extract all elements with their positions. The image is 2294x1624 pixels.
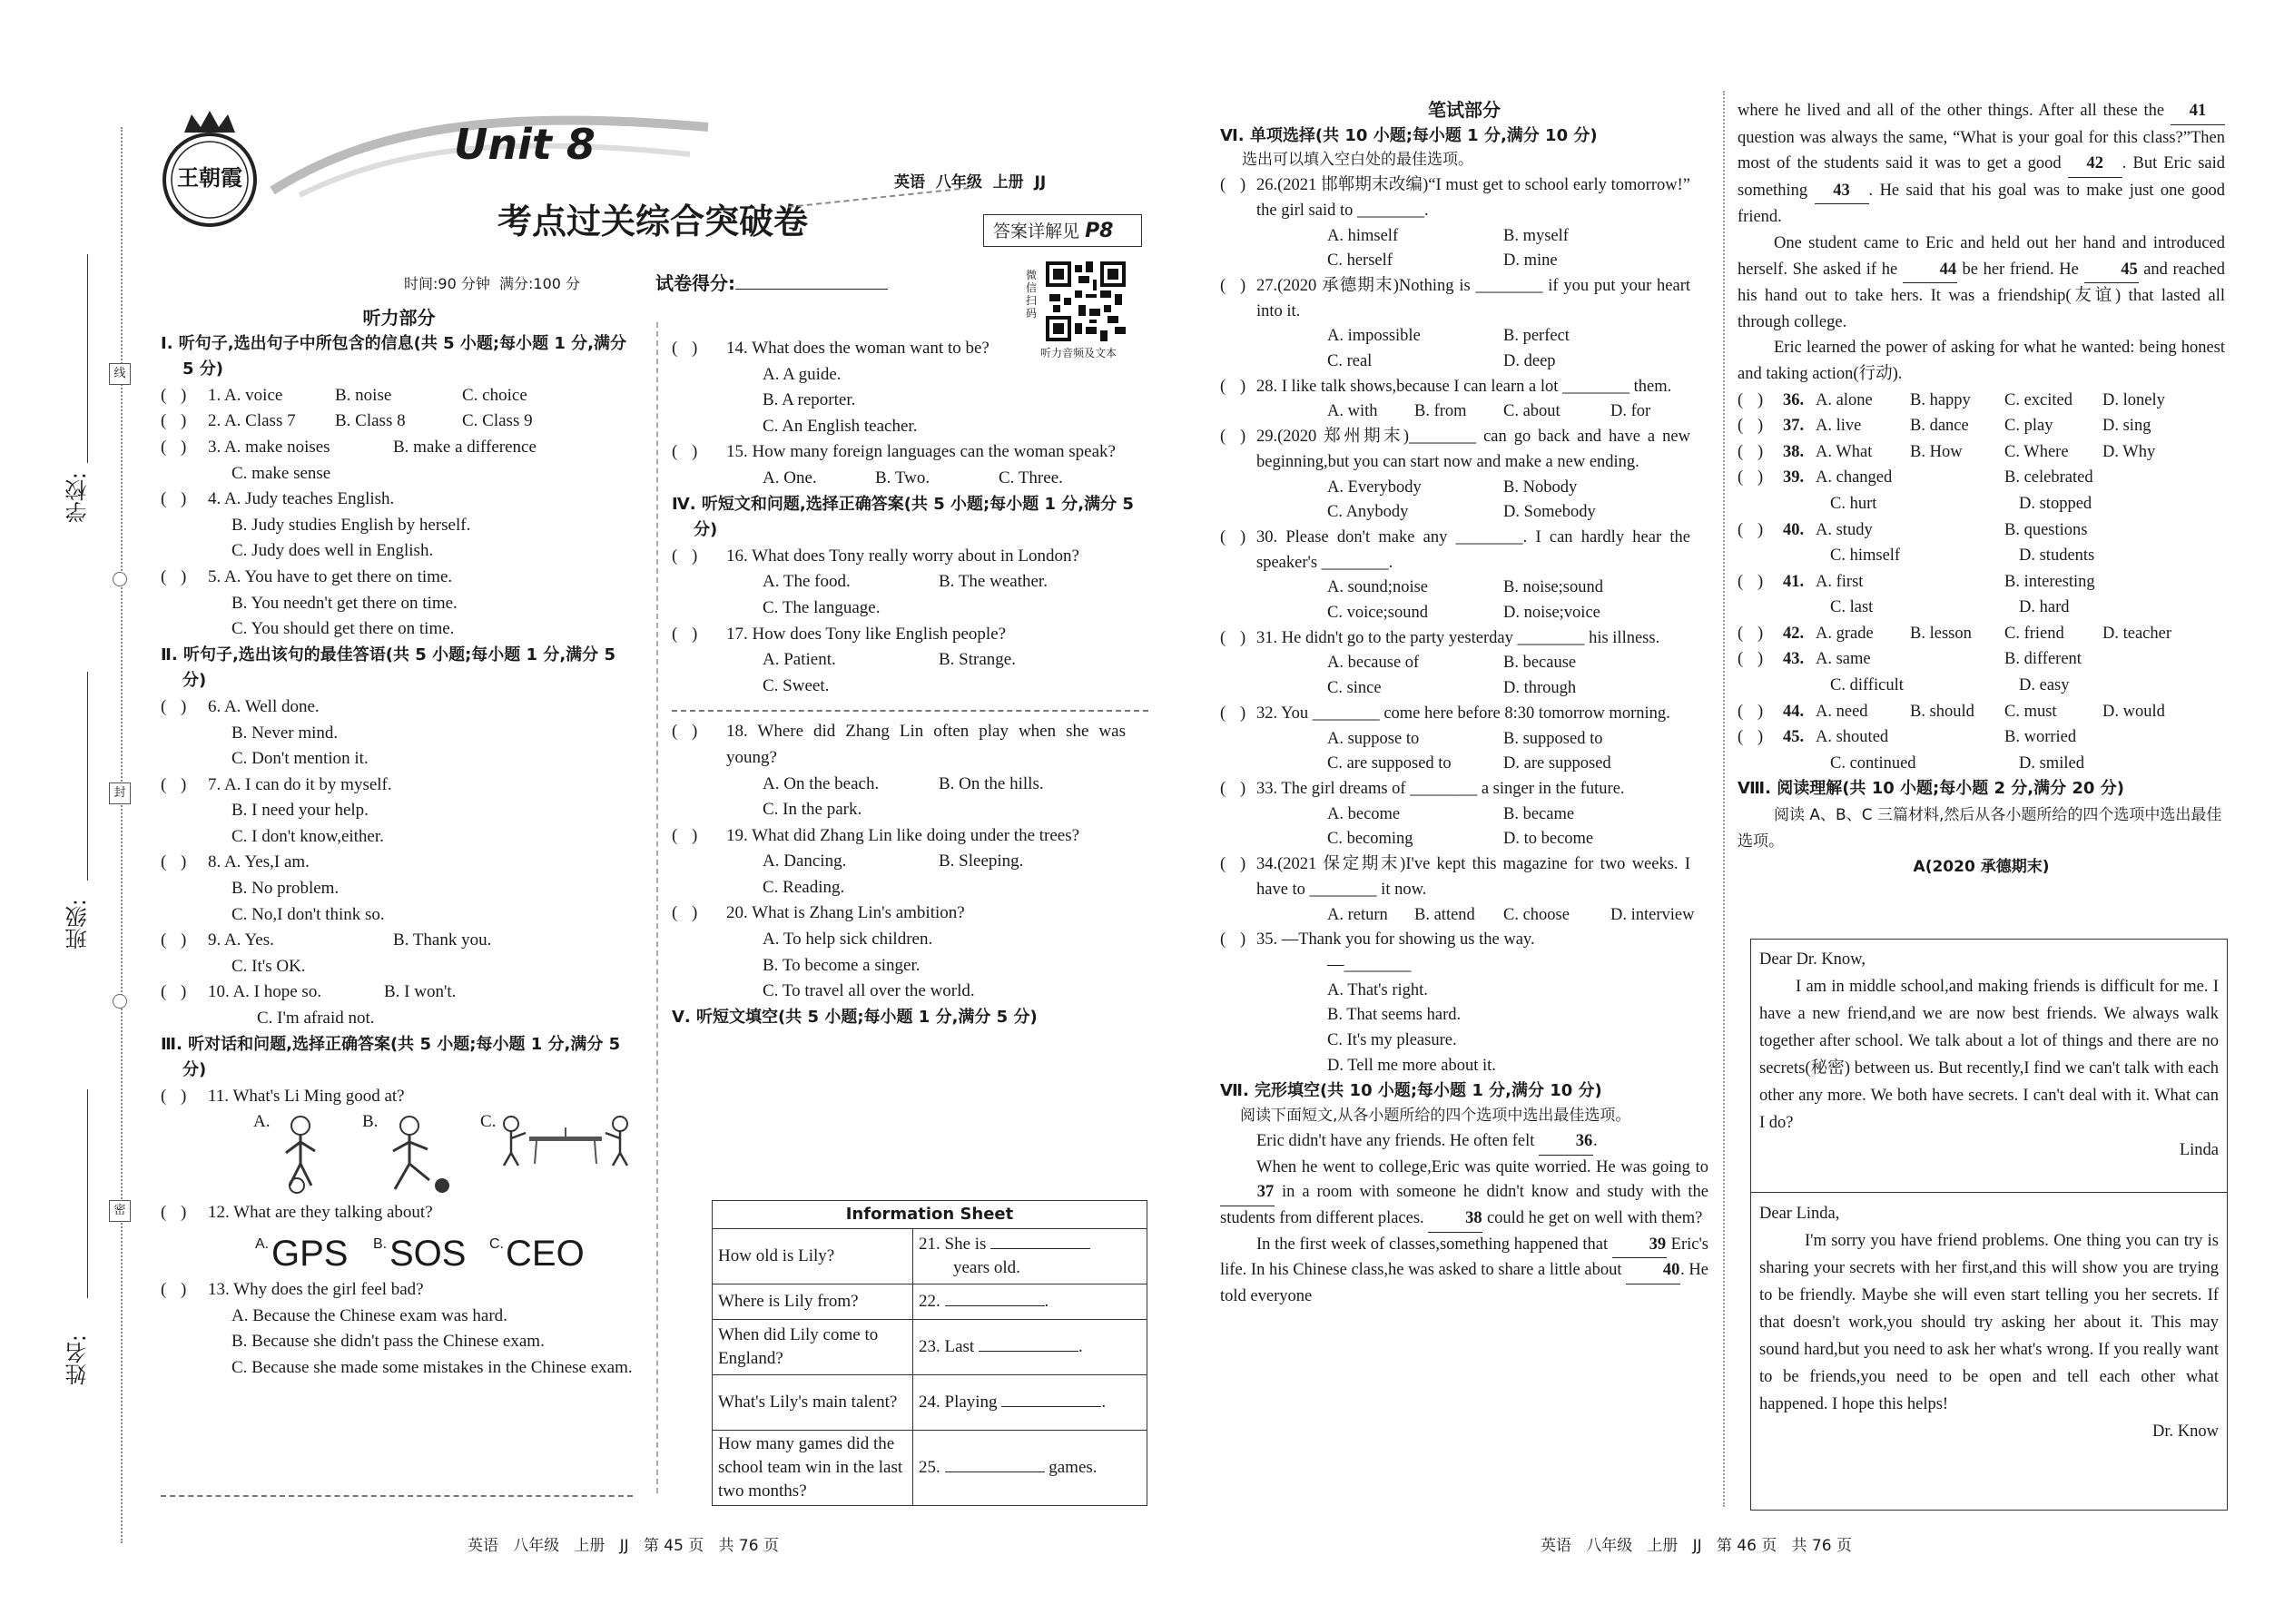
question-19-options: A. Dancing. B. Sleeping. bbox=[763, 851, 1024, 871]
question-6[interactable]: ( ) 6. A. Well done. bbox=[161, 696, 320, 716]
letter-2-signature: Dr. Know bbox=[2152, 1422, 2219, 1441]
question-7[interactable]: ( ) 7. A. I can do it by myself. bbox=[161, 774, 392, 794]
question-20-option-c: C. To travel all over the world. bbox=[763, 981, 975, 1001]
footer-left: 英语 八年级 上册 JJ 第 45 页 共 76 页 bbox=[468, 1537, 779, 1555]
question-9-option-c: C. It's OK. bbox=[231, 956, 306, 976]
question-15[interactable]: ( ) 15. How many foreign languages can the woman speak? bbox=[672, 442, 1116, 462]
question-35-blank: —________ bbox=[1327, 955, 1412, 974]
table-row: How old is Lily? 21. She is years old. bbox=[713, 1229, 1147, 1284]
question-35[interactable]: ( ) 35. —Thank you for showing us the way. bbox=[1220, 930, 1535, 950]
question-3[interactable]: ( ) 3. A. make noises B. make a difference bbox=[161, 437, 537, 457]
answer-25[interactable]: 25. games. bbox=[913, 1431, 1147, 1506]
question-18-option-c: C. In the park. bbox=[763, 800, 862, 820]
section-7-heading: Ⅶ. 完形填空(共 10 小题;每小题 1 分,满分 10 分) bbox=[1220, 1081, 1602, 1101]
qr-code-icon[interactable] bbox=[1046, 261, 1126, 341]
score-field[interactable] bbox=[735, 289, 888, 290]
table-row: How many games did the school team win in the last two months? 25. games. bbox=[713, 1431, 1147, 1506]
column-4 bbox=[1738, 98, 2225, 881]
question-35-option-b: B. That seems hard. bbox=[1327, 1006, 1462, 1025]
binding-line bbox=[121, 127, 123, 1543]
question-8-option-c: C. No,I don't think so. bbox=[231, 904, 385, 924]
question-13-option-a: A. Because the Chinese exam was hard. bbox=[231, 1305, 507, 1325]
class-field[interactable] bbox=[87, 672, 88, 881]
question-35-option-d: D. Tell me more about it. bbox=[1327, 1056, 1496, 1075]
question-6-option-b: B. Never mind. bbox=[231, 723, 339, 743]
question-33-options-2: C. becoming D. to become bbox=[1327, 830, 1594, 849]
table-row: Where is Lily from? 22. . bbox=[713, 1284, 1147, 1320]
question-9[interactable]: ( ) 9. A. Yes. B. Thank you. bbox=[161, 930, 492, 950]
question-44[interactable]: ( ) 44. A. need B. should C. must D. would bbox=[1738, 702, 2165, 721]
question-11-pictures: A. B. C. bbox=[161, 1109, 637, 1200]
letter-1-greeting: Dear Dr. Know, bbox=[1759, 950, 1866, 969]
listening-divider bbox=[672, 699, 1148, 712]
question-26-options: A. himself B. myself bbox=[1327, 226, 1569, 245]
answer-ref-label: 答案详解见 bbox=[993, 221, 1080, 241]
name-field[interactable] bbox=[87, 1089, 88, 1298]
question-36[interactable]: ( ) 36. A. alone B. happy C. excited D. lonely bbox=[1738, 390, 2165, 409]
ring-icon bbox=[113, 994, 127, 1009]
section-3-heading: Ⅲ. 听对话和问题,选择正确答案(共 5 小题;每小题 1 分,满分 5 分) bbox=[161, 1034, 621, 1080]
table-row: When did Lily come to England? 23. Last . bbox=[713, 1320, 1147, 1375]
question-42[interactable]: ( ) 42. A. grade B. lesson C. friend D. teacher bbox=[1738, 624, 2172, 643]
question-39[interactable]: ( ) 39. A. changed B. celebrated bbox=[1738, 468, 2093, 487]
question-2[interactable]: ( ) 2. A. Class 7 B. Class 8 C. Class 9 bbox=[161, 411, 533, 431]
qr-scan-label: 微信扫码 bbox=[1026, 269, 1038, 320]
information-sheet-table bbox=[712, 1200, 1147, 1506]
question-17-options: A. Patient. B. Strange. bbox=[763, 650, 1016, 670]
unit-title: Unit 8 bbox=[454, 120, 596, 169]
question-4[interactable]: ( ) 4. A. Judy teaches English. bbox=[161, 489, 395, 509]
question-1[interactable]: ( ) 1. A. voice B. noise C. choice bbox=[161, 385, 527, 405]
letter-from-dr-know bbox=[1759, 1200, 2219, 1445]
question-29-options: A. Everybody B. Nobody bbox=[1327, 477, 1578, 497]
question-33[interactable]: ( ) 33. The girl dreams of ________ a singer in the future. bbox=[1220, 779, 1625, 798]
page-divider bbox=[1723, 91, 1725, 1507]
page-title: 考点过关综合突破卷 bbox=[497, 201, 809, 241]
question-30[interactable]: ( ) 30. Please don't make any ________. I can hardly hear the speaker's ________. bbox=[1220, 527, 1690, 572]
answer-23[interactable]: 23. Last . bbox=[913, 1320, 1147, 1375]
question-5-option-c: C. You should get there on time. bbox=[231, 619, 455, 639]
question-32-options-2: C. are supposed to D. are supposed bbox=[1327, 754, 1611, 773]
listening-title: 听力部分 bbox=[362, 307, 436, 329]
question-5-option-b: B. You needn't get there on time. bbox=[231, 593, 458, 613]
question-34-options: A. return B. attend C. choose D. interview bbox=[1327, 905, 1695, 924]
section-1-heading: Ⅰ. 听句子,选出句子中所包含的信息(共 5 小题;每小题 1 分,满分 5 分) bbox=[161, 333, 627, 379]
question-35-option-a: A. That's right. bbox=[1327, 980, 1428, 999]
question-31-options: A. because of B. because bbox=[1327, 654, 1577, 673]
question-14[interactable]: ( ) 14. What does the woman want to be? bbox=[672, 339, 989, 358]
subject-tag: 英语 八年级 上册 JJ bbox=[894, 173, 1047, 192]
question-3-option-c: C. make sense bbox=[231, 463, 331, 483]
section-5-heading: Ⅴ. 听短文填空(共 5 小题;每小题 1 分,满分 5 分) bbox=[672, 1007, 1038, 1027]
question-32[interactable]: ( ) 32. You ________ come here before 8:30 tomorrow morning. bbox=[1220, 704, 1670, 723]
question-8-option-b: B. No problem. bbox=[231, 879, 340, 899]
letter-2-body: I'm sorry you have friend problems. One thing you can try is sharing your secrets with her first,and this will show you are trying to be friendly. Maybe she will even start telling you her secrets. If that doesn't work,you should try asking her about it. This may sound hard,but you need to ask her what's wrong. If you really want to be friends,you need to be open and tell each other what happened. I hope this helps! bbox=[1759, 1232, 2219, 1413]
question-4-option-b: B. Judy studies English by herself. bbox=[231, 515, 471, 535]
question-28-options: A. with B. from C. about D. for bbox=[1327, 402, 1651, 421]
brand-logo bbox=[159, 107, 261, 232]
question-37[interactable]: ( ) 37. A. live B. dance C. play D. sing bbox=[1738, 417, 2151, 436]
question-41-options-2: C. last D. hard bbox=[1830, 598, 2070, 617]
question-6-option-c: C. Don't mention it. bbox=[231, 749, 369, 769]
question-31-options-2: C. since D. through bbox=[1327, 679, 1577, 698]
writing-title: 笔试部分 bbox=[1428, 99, 1501, 121]
question-16-option-c: C. The language. bbox=[763, 597, 881, 617]
footer-right: 英语 八年级 上册 JJ 第 46 页 共 76 页 bbox=[1541, 1537, 1852, 1555]
question-10-option-c: C. I'm afraid not. bbox=[257, 1009, 375, 1029]
question-26-options-2: C. herself D. mine bbox=[1327, 251, 1558, 271]
table-row: What's Lily's main talent? 24. Playing . bbox=[713, 1375, 1147, 1431]
column-2 bbox=[672, 336, 1148, 1030]
question-35-option-c: C. It's my pleasure. bbox=[1327, 1031, 1457, 1050]
question-14-option-b: B. A reporter. bbox=[763, 390, 856, 410]
section-6-heading: Ⅵ. 单项选择(共 10 小题;每小题 1 分,满分 10 分) bbox=[1220, 125, 1598, 145]
question-14-option-c: C. An English teacher. bbox=[763, 416, 918, 436]
school-field[interactable] bbox=[87, 254, 88, 463]
school-label: 学校: bbox=[65, 472, 91, 524]
letter-1-signature: Linda bbox=[2179, 1141, 2219, 1159]
question-30-options: A. sound;noise B. noise;sound bbox=[1327, 578, 1603, 597]
question-27[interactable]: ( ) 27.(2020 承德期末)Nothing is ________ if you put your heart into it. bbox=[1220, 276, 1690, 320]
question-12[interactable]: ( ) 12. What are they talking about? bbox=[161, 1203, 433, 1223]
question-27-options-2: C. real D. deep bbox=[1327, 352, 1556, 371]
name-label: 姓名: bbox=[65, 1334, 91, 1386]
section-7-note: 阅读下面短文,从各小题所给的四个选项中选出最佳选项。 bbox=[1240, 1107, 1631, 1126]
class-label: 班级: bbox=[65, 899, 91, 950]
cloze-paragraph-4: where he lived and all of the other things. After all these the 41 question was always the same, “What is your goal for this class?”Then most of the students said it was to get a good 42 . But Eric said something 43 . He said that his goal was to make just one good friend. bbox=[1738, 98, 2225, 231]
score-label: 试卷得分: bbox=[655, 269, 888, 295]
section-8-heading: Ⅷ. 阅读理解(共 10 小题;每小题 2 分,满分 20 分) bbox=[1738, 779, 2124, 799]
question-14-option-a: A. A guide. bbox=[763, 364, 842, 384]
question-12-options: A. GPS B. SOS C. CEO bbox=[255, 1234, 585, 1274]
column-1-divider bbox=[161, 1495, 633, 1497]
section-8-note: 阅读 A、B、C 三篇材料,然后从各小题所给的四个选项中选出最佳选项。 bbox=[1738, 806, 2222, 851]
question-17-option-c: C. Sweet. bbox=[763, 675, 830, 695]
question-38[interactable]: ( ) 38. A. What B. How C. Where D. Why bbox=[1738, 442, 2156, 461]
answer-page: P8 bbox=[1085, 220, 1114, 242]
binding-mark-seal: 封 bbox=[109, 782, 131, 804]
question-4-option-c: C. Judy does well in English. bbox=[231, 541, 434, 561]
question-13[interactable]: ( ) 13. Why does the girl feel bad? bbox=[161, 1280, 424, 1299]
question-40[interactable]: ( ) 40. A. study B. questions bbox=[1738, 520, 2088, 539]
question-32-options: A. suppose to B. supposed to bbox=[1327, 729, 1603, 748]
question-26[interactable]: ( ) 26.(2021 邯郸期末改编)“I must get to school early tomorrow!” the girl said to ________. bbox=[1220, 176, 1690, 220]
question-7-option-c: C. I don't know,either. bbox=[231, 826, 384, 846]
letter-2-greeting: Dear Linda, bbox=[1759, 1205, 1840, 1223]
question-17[interactable]: ( ) 17. How does Tony like English people? bbox=[672, 624, 1007, 644]
question-15-options: A. One. B. Two. C. Three. bbox=[763, 468, 1063, 487]
question-43[interactable]: ( ) 43. A. same B. different bbox=[1738, 650, 2082, 669]
ring-icon bbox=[113, 572, 127, 586]
answer-ref-box bbox=[983, 214, 1142, 247]
passage-a-title: A(2020 承德期末) bbox=[1913, 858, 2050, 877]
question-7-option-b: B. I need your help. bbox=[231, 801, 369, 821]
letter-from-linda bbox=[1759, 946, 2219, 1164]
logo-text: 王朝霞 bbox=[177, 164, 242, 191]
boy-football-icon[interactable] bbox=[273, 1113, 328, 1195]
question-19-option-c: C. Reading. bbox=[763, 877, 845, 897]
question-33-options: A. become B. became bbox=[1327, 804, 1575, 823]
question-45[interactable]: ( ) 45. A. shouted B. worried bbox=[1738, 728, 2077, 747]
boy-soccer-icon[interactable] bbox=[382, 1113, 455, 1195]
question-45-options-2: C. continued D. smiled bbox=[1830, 753, 2084, 773]
question-11[interactable]: ( ) 11. What's Li Ming good at? bbox=[161, 1086, 405, 1106]
question-29-options-2: C. Anybody D. Somebody bbox=[1327, 503, 1596, 522]
question-34[interactable]: ( ) 34.(2021 保定期末)I've kept this magazine for two weeks. I have to ________ it now. bbox=[1220, 855, 1690, 899]
ping-pong-icon[interactable] bbox=[498, 1113, 635, 1167]
qr-caption: 听力音频及文本 bbox=[1040, 347, 1117, 359]
question-20[interactable]: ( ) 20. What is Zhang Lin's ambition? bbox=[672, 903, 965, 923]
answer-24[interactable]: 24. Playing . bbox=[913, 1375, 1147, 1431]
question-13-option-b: B. Because she didn't pass the Chinese exam. bbox=[231, 1332, 545, 1352]
answer-22[interactable]: 22. . bbox=[913, 1284, 1147, 1320]
letter-1-body: I am in middle school,and making friends is difficult for me. I have a new friend,and we are now best friends. We always walk together after school. We talk about a lot of things and there are no secrets(秘密) between us. But recently,I find we can't talk with each other any more. We both have secrets. I can't deal with it. What can I do? bbox=[1759, 978, 2219, 1132]
question-31[interactable]: ( ) 31. He didn't go to the party yesterday ________ his illness. bbox=[1220, 628, 1660, 647]
cloze-paragraph-5: One student came to Eric and held out her hand and introduced herself. She asked if he 44 be her friend. He 45 and reached his hand out to take hers. It was a friendship(友谊) that lasted all through college. bbox=[1738, 233, 2226, 331]
cloze-paragraph-1: Eric didn't have any friends. He often felt 36. bbox=[1220, 1129, 1708, 1156]
question-30-options-2: C. voice;sound D. noise;voice bbox=[1327, 604, 1600, 623]
cloze-paragraph-6: Eric learned the power of asking for what he wanted: being honest and taking action(行动). bbox=[1738, 339, 2225, 383]
question-10[interactable]: ( ) 10. A. I hope so. B. I won't. bbox=[161, 982, 457, 1002]
column-3 bbox=[1220, 98, 1708, 1310]
section-6-note: 选出可以填入空白处的最佳选项。 bbox=[1242, 151, 1473, 170]
question-18-options: A. On the beach. B. On the hills. bbox=[763, 773, 1044, 793]
question-19[interactable]: ( ) 19. What did Zhang Lin like doing under the trees? bbox=[672, 825, 1080, 845]
table-title: Information Sheet bbox=[713, 1201, 1147, 1229]
question-16[interactable]: ( ) 16. What does Tony really worry about in London? bbox=[672, 546, 1079, 566]
question-43-options-2: C. difficult D. easy bbox=[1830, 676, 2070, 695]
question-8[interactable]: ( ) 8. A. Yes,I am. bbox=[161, 852, 310, 872]
section-2-heading: Ⅱ. 听句子,选出该句的最佳答语(共 5 小题;每小题 1 分,满分 5 分) bbox=[161, 645, 615, 691]
question-13-option-c: C. Because she made some mistakes in the Chinese exam. bbox=[231, 1357, 633, 1377]
question-40-options-2: C. himself D. students bbox=[1830, 546, 2095, 566]
question-5[interactable]: ( ) 5. A. You have to get there on time. bbox=[161, 566, 453, 586]
binding-mark-line: 线 bbox=[109, 363, 131, 385]
question-20-option-a: A. To help sick children. bbox=[763, 930, 933, 950]
question-41[interactable]: ( ) 41. A. first B. interesting bbox=[1738, 572, 2095, 591]
question-20-option-b: B. To become a singer. bbox=[763, 955, 921, 975]
question-28[interactable]: ( ) 28. I like talk shows,because I can learn a lot ________ them. bbox=[1220, 377, 1672, 396]
section-4-heading: Ⅳ. 听短文和问题,选择正确答案(共 5 小题;每小题 1 分,满分 5 分) bbox=[672, 494, 1134, 540]
letter-divider bbox=[1750, 1192, 2228, 1193]
question-18[interactable]: ( ) 18. Where did Zhang Lin often play when she was young? bbox=[672, 722, 1126, 767]
question-39-options-2: C. hurt D. stopped bbox=[1830, 494, 2092, 513]
binding-mark-secret: 密 bbox=[109, 1200, 131, 1222]
question-16-options: A. The food. B. The weather. bbox=[763, 572, 1048, 592]
question-27-options: A. impossible B. perfect bbox=[1327, 327, 1570, 346]
header-dash bbox=[788, 186, 978, 208]
column-divider-dashed bbox=[656, 322, 658, 1493]
cloze-paragraph-3: In the first week of classes,something happened that 39 Eric's life. In his Chinese class,he was asked to share a little about 40. He told everyone bbox=[1220, 1233, 1708, 1310]
time-info: 时间:90 分钟 满分:100 分 bbox=[404, 275, 581, 292]
question-29[interactable]: ( ) 29.(2020 郑州期末)________ can go back and have a new beginning,but you can start now and make a new ending. bbox=[1220, 428, 1690, 471]
cloze-paragraph-2: When he went to college,Eric was quite worried. He was going to 37 in a room with someone he didn't know and study with the students from different places. 38 could he get on well with them? bbox=[1220, 1156, 1708, 1233]
answer-21[interactable]: 21. She is years old. bbox=[913, 1229, 1147, 1284]
column-1 bbox=[161, 305, 637, 1381]
